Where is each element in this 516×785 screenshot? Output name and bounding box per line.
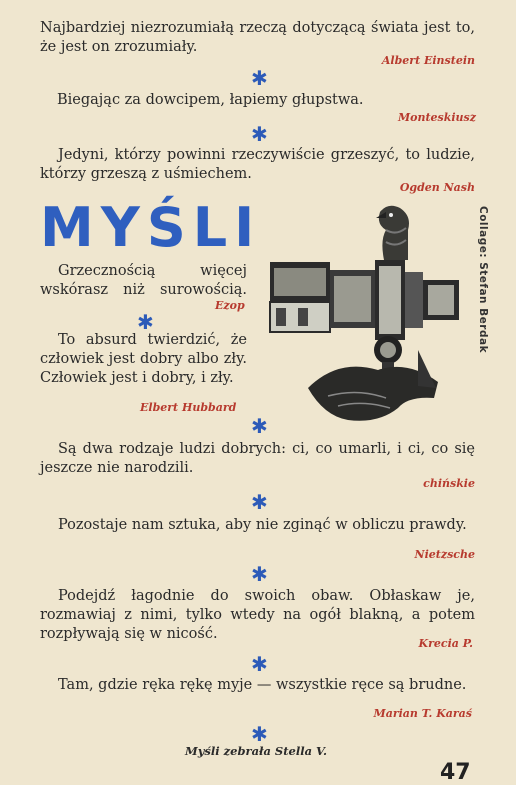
star-separator-1: ✱ (251, 66, 268, 90)
quote-nietzsche: Pozostaje nam sztuka, aby nie zginąć w obliczu prawdy. (58, 517, 467, 533)
author-ezop: Ezop (215, 299, 245, 312)
star-separator-8: ✱ (251, 722, 268, 746)
star-separator-2: ✱ (251, 122, 268, 146)
author-chinskie: chińskie (423, 477, 475, 490)
author-nietzsche: Nietzsche (414, 548, 475, 561)
author-monteskiusz: Monteskiusz (397, 111, 476, 124)
collage-illustration (268, 200, 468, 430)
star-separator-3: ✱ (137, 310, 154, 334)
quote-karas: Tam, gdzie ręka rękę myje — wszystkie ręce są brudne. (58, 677, 467, 693)
star-separator-4: ✱ (251, 414, 268, 438)
author-hubbard: Elbert Hubbard (140, 401, 237, 414)
star-separator-6: ✱ (251, 562, 268, 586)
quote-ezop: Grzecznością więcej wskórasz niż surowością. (40, 263, 247, 298)
compiled-by-footer: Myśli zebrała Stella V. (185, 744, 327, 758)
collage-credit: Collage: Stefan Berdak (477, 206, 489, 354)
quote-krecia: Podejdź łagodnie do swoich obaw. Obłaskaw je, rozmawiaj z nimi, tylko wtedy na ogół blakną, a potem rozpływają się w nicość. (40, 588, 475, 642)
page-number: 47 (440, 760, 471, 785)
quote-nash: Jedyni, którzy powinni rzeczywiście grzeszyć, to ludzie, którzy grzeszą z uśmiechem. (40, 147, 475, 182)
star-separator-5: ✱ (251, 490, 268, 514)
star-separator-7: ✱ (251, 652, 268, 676)
quote-chinskie: Są dwa rodzaje ludzi dobrych: ci, co umarli, i ci, co się jeszcze nie narodzili. (40, 441, 475, 476)
author-einstein: Albert Einstein (381, 54, 475, 67)
quote-monteskiusz: Biegając za dowcipem, łapiemy głupstwa. (57, 92, 364, 108)
author-karas: Marian T. Karaś (373, 707, 472, 720)
author-krecia: Krecia P. (418, 637, 473, 650)
quote-einstein: Najbardziej niezrozumiałą rzeczą dotyczącą świata jest to, że jest on zrozumiały. (40, 20, 475, 55)
page-title: MYŚLI (40, 196, 262, 259)
author-nash: Ogden Nash (399, 181, 475, 194)
quote-hubbard: To absurd twierdzić, że człowiek jest dobry albo zły. Człowiek jest i dobry, i zły. (40, 332, 247, 386)
